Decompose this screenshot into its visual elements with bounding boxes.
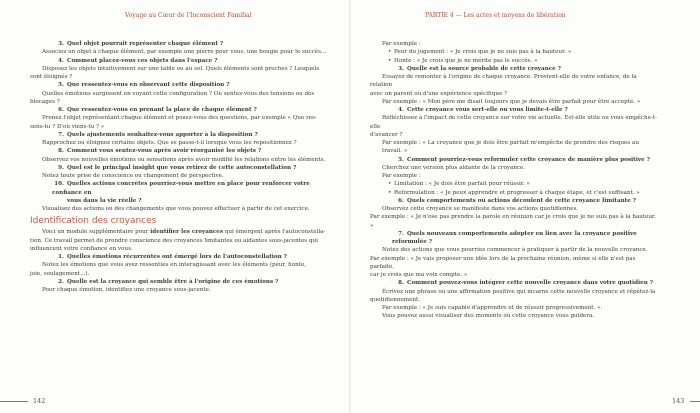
question-line: [30, 131, 330, 139]
body-text-line: [370, 255, 660, 272]
bullet-item: [370, 189, 660, 197]
body-text: Cherchez une version plus aidante de la croyance.: [382, 164, 526, 171]
body-text-line: [370, 304, 660, 312]
right-page-body: [370, 40, 660, 321]
body-text: Notez des actions que vous pourriez commencer à pratiquer à partir de la nouvelle croyance.: [382, 247, 648, 254]
body-text: Vous pouvez aussi visualiser des moments où cette croyance vous guidera.: [382, 313, 595, 320]
question-number: 8.: [398, 280, 404, 287]
body-text: car je crois que ma voix compte. »: [370, 272, 468, 278]
bullet-item: [370, 180, 660, 188]
bullet-icon: •: [388, 189, 392, 196]
folio-rule-right: [690, 401, 700, 402]
body-text-line: [30, 73, 330, 81]
question-line: [30, 57, 330, 65]
body-text-line: [370, 213, 660, 230]
question-number: 2.: [58, 278, 64, 285]
body-text: Par exemple : « Je suis capable d'apprendre et de réussir progressivement. ».: [382, 305, 603, 311]
body-text: blocages ?: [30, 98, 60, 105]
body-text-line: [370, 73, 660, 90]
body-text-line: [30, 156, 330, 164]
folio-rule-left: [0, 401, 28, 402]
body-text-line: [370, 271, 660, 279]
bullet-text: Honte : « Je crois que je ne mérite pas le succès. »: [394, 57, 538, 64]
question-text: Que ressentez-vous en prenant la place de chaque élément ?: [67, 107, 257, 113]
body-text: sens-tu ? D'où viens-tu ? »: [30, 123, 105, 130]
running-header-right: PARTIE 4 — Les actes et moyens de libération: [425, 12, 566, 19]
body-text-line: [30, 261, 330, 269]
body-text-line: [370, 114, 660, 131]
question-line: [370, 106, 660, 114]
body-text-line: [30, 205, 330, 213]
question-number: 3.: [398, 65, 404, 72]
page-number-left: 142: [33, 397, 46, 405]
body-text: sont éloignés ?: [30, 74, 73, 80]
bullet-text: Reformulation : « Je peux apprendre et progresser à chaque étape, et c'est suffisant. »: [394, 189, 640, 196]
body-text: Notez les émotions que vous avez ressenties en interagissant avec les éléments (peur, honte,: [42, 262, 307, 269]
question-text: Quels ajustements souhaitez-vous apporter à la disposition ?: [67, 131, 258, 138]
body-text-line: [370, 246, 660, 254]
section-heading: [30, 215, 330, 227]
body-text: Réfléchissez à l'impact de cette croyance sur votre vie actuelle. Est-elle utile ou vous empêche-t-elle: [370, 115, 657, 130]
left-page-body: [30, 40, 330, 294]
question-text: Comment pourriez-vous reformuler cette croyance de manière plus positive ?: [407, 156, 650, 163]
body-text-line: [370, 164, 660, 172]
body-text-line: [30, 270, 330, 278]
question-text: Comment placez-vous ces objets dans l'espace ?: [67, 57, 218, 64]
question-text: Quelle est la source probable de cette croyance ?: [407, 65, 561, 72]
question-text: Quelle est la croyance qui semble être à l'origine de ces émotions ?: [67, 278, 279, 285]
question-text: Quels comportements ou actions découlent de cette croyance limitante ?: [407, 197, 636, 204]
body-text-line: [370, 139, 660, 156]
question-line: [30, 81, 330, 89]
question-line: [30, 40, 330, 48]
body-text: Par exemple : « Je vais proposer une idée lors de la prochaine réunion, même si elle n'est pas parfaite,: [370, 255, 636, 270]
body-text-line: [370, 296, 660, 304]
question-line: [30, 253, 330, 261]
question-number: 7.: [58, 131, 64, 138]
body-text: Par exemple :: [382, 41, 421, 47]
question-line: [370, 156, 660, 164]
body-text-line: [370, 288, 660, 296]
bullet-icon: •: [388, 57, 392, 64]
question-text: Comment vous sentez-vous après avoir réorganisé les objets ?: [67, 148, 262, 155]
question-text: Quels nouveaux comportements adopter en lien avec la croyance positive reformulée ?: [392, 230, 637, 245]
body-text-line: [30, 114, 330, 122]
body-text-line: [370, 98, 660, 106]
section-heading-text: Identification des croyances: [30, 216, 157, 227]
body-text-line: [30, 98, 330, 106]
question-line: [370, 279, 660, 287]
question-text: Cette croyance vous sert-elle ou vous limite-t-elle ?: [407, 107, 568, 113]
body-text-line: [30, 123, 330, 131]
question-number: 6.: [398, 197, 404, 204]
body-text: Par exemple : « Mon père me disait toujours que je devais être parfait pour être accepté. »: [382, 98, 641, 105]
body-text: Observez cette croyance se manifeste dans vos actions quotidiennes.: [382, 206, 579, 212]
body-text: Pour chaque émotion, identifiez une croyance sous-jacente.: [42, 287, 211, 293]
question-line: [30, 278, 330, 286]
body-text: Observez vos nouvelles émotions ou sensations après avoir modifié les relations entre les éléments.: [42, 156, 326, 163]
body-text-line: [30, 48, 330, 56]
question-line: [30, 106, 330, 114]
right-page: [350, 0, 700, 413]
question-number: 3.: [58, 41, 64, 47]
body-text-line: [30, 139, 330, 147]
body-text: influencent votre confiance en vous.: [30, 245, 133, 252]
body-text-line: [370, 312, 660, 320]
body-text-line: [30, 172, 330, 180]
bullet-text: Limitation : « Je dois être parfait pour réussir. »: [394, 181, 530, 188]
question-line: [30, 197, 330, 205]
body-text: Quelles émotions surgissent en voyant cette configuration ? Où sentez-vous des tensions ou des: [42, 90, 315, 97]
question-number: 9.: [58, 164, 64, 171]
question-text: Quelles émotions récurrentes ont émergé lors de l'autoconstellation ?: [67, 254, 287, 260]
body-text-line: [30, 228, 330, 236]
body-text: d'avancer ?: [370, 131, 403, 138]
body-text-line: [30, 286, 330, 294]
bullet-item: [370, 57, 660, 65]
question-number: 10.: [54, 181, 64, 188]
body-text-line: [30, 237, 330, 245]
body-text: Prenez l'objet représentant chaque élément et posez-vous des questions, par exemple « Que res-: [42, 115, 317, 122]
body-text: quotidiennement.: [370, 296, 421, 303]
body-text: Notez toute prise de conscience ou changement de perspective.: [42, 173, 224, 179]
body-text-line: [30, 65, 330, 73]
bullet-item: [370, 48, 660, 56]
body-text: Essayez de remonter à l'origine de chaque croyance. Provient-elle de votre enfance, de la relation: [370, 74, 637, 89]
question-number: 4.: [58, 57, 64, 64]
question-number: 5.: [398, 156, 404, 163]
body-text-line: [30, 90, 330, 98]
body-text-line: [30, 245, 330, 253]
question-text: vous dans la vie réelle ?: [67, 197, 142, 204]
question-line: [370, 65, 660, 73]
question-text: Quel objet pourrait représenter chaque élément ?: [67, 41, 224, 47]
body-text: Rapprochez ou éloignez certains objets. Que se passe-t-il lorsque vous les repositionnez ?: [42, 140, 297, 146]
question-text: Quel est le principal insight que vous retirez de cette autoconstellation ?: [67, 164, 297, 171]
question-number: 4.: [398, 107, 404, 113]
question-line: [30, 164, 330, 172]
body-text: joie, soulagement...).: [30, 270, 90, 277]
bullet-text: Peur du jugement : « Je crois que je ne suis pas à la hauteur. »: [394, 49, 572, 56]
page-number-right: 143: [672, 397, 685, 405]
question-line: [370, 230, 660, 247]
question-number: 7.: [398, 230, 404, 237]
question-text: Quelles actions concrètes pourriez-vous mettre en place pour renforcer votre confiance en: [52, 181, 310, 196]
body-text-line: [370, 172, 660, 180]
body-text: Par exemple :: [382, 173, 421, 179]
body-text-line: [370, 131, 660, 139]
body-text: Disposez les objets intuitivement sur une table ou au sol. Quels éléments sont proches ? Lesquels: [42, 65, 320, 72]
body-text: Écrivez une phrase ou une affirmation positive qui incarne cette nouvelle croyance et répétez-la: [382, 288, 656, 295]
body-text: Voici un module supplémentaire pour identifier les croyances qui émergent après l'autoconstella-: [42, 229, 326, 236]
question-line: [30, 180, 330, 197]
running-header-left: Voyage au Cœur de l'Inconscient Familial: [125, 12, 252, 19]
body-text-line: [370, 90, 660, 98]
question-text: Que ressentez-vous en observant cette disposition ?: [67, 82, 230, 89]
bullet-icon: •: [388, 49, 392, 56]
question-text: Comment pouvez-vous intégrer cette nouvelle croyance dans votre quotidien ?: [407, 280, 654, 287]
bullet-icon: •: [388, 181, 392, 188]
body-text: tion. Ce travail permet de prendre conscience des croyances limitantes ou aidantes sous-jacentes qui: [30, 237, 318, 244]
question-number: 1.: [58, 254, 64, 260]
body-text: Visualisez des actions ou des changements que vous pouvez effectuer à partir de cet exercice.: [42, 206, 310, 212]
body-text: Par exemple : « Je n'ose pas prendre la parole en réunion car je crois que je ne suis pas à la hauteur. »: [370, 214, 656, 229]
body-text-line: [370, 40, 660, 48]
question-number: 8.: [58, 148, 64, 155]
body-text: avec un parent ou d'une expérience spécifique ?: [370, 90, 508, 97]
question-line: [30, 147, 330, 155]
question-line: [370, 197, 660, 205]
body-text-line: [370, 205, 660, 213]
question-number: 6.: [58, 107, 64, 113]
body-text: Associez un objet à chaque élément, par exemple une pierre pour vous, une bougie pour le succès...: [42, 49, 327, 56]
question-number: 5.: [58, 82, 64, 89]
body-text: Par exemple : « La croyance que je dois être parfait m'empêche de prendre des risques au travail. »: [382, 140, 639, 155]
